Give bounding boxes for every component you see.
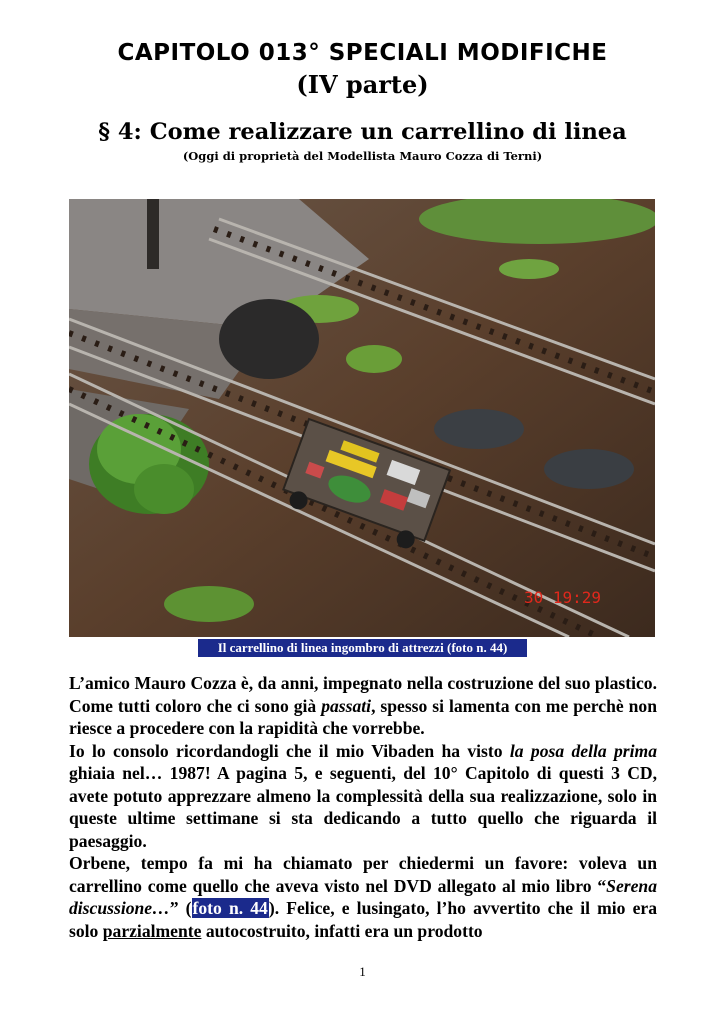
paragraph-2: [69, 740, 657, 853]
chapter-part: (IV parte): [296, 70, 429, 99]
paragraph-3: [69, 852, 657, 942]
photo-caption: Il carrellino di linea ingombro di attrezzi (foto n. 44): [198, 639, 527, 657]
model-railway-photo: [69, 199, 655, 637]
text-span: ). Felice, e lusingato, l’ho avvertito che il mio era solo: [69, 898, 657, 941]
chapter-title: CAPITOLO 013° SPECIALI MODIFICHE: [117, 40, 608, 66]
text-span: autocostruito, infatti era un prodotto: [201, 920, 483, 941]
text-span: , spesso si lamenta con me perchè non riesce a procedere con la rapidità che vorrebbe.: [69, 695, 657, 738]
photo-timestamp: 30 19:29: [524, 588, 602, 607]
text-span: Orbene, tempo fa mi ha chiamato per chiedermi un favore: voleva un carrellino come quello che aveva visto nel DVD allegato al mio libro “: [69, 853, 657, 896]
text-span: ” (: [169, 898, 192, 918]
text-span: L’amico Mauro Cozza è, da anni, impegnato nella costruzione del suo plastico. Come tutti coloro che ci sono già: [69, 673, 657, 716]
italic-text: Serena discussione…: [69, 875, 657, 918]
italic-text: passati: [321, 695, 372, 716]
photo-reference-link[interactable]: foto n. 44: [192, 898, 268, 918]
ownership-note: (Oggi di proprietà del Modellista Mauro Cozza di Terni): [182, 149, 543, 163]
paragraph-1: [69, 672, 657, 740]
section-title: § 4: Come realizzare un carrellino di linea: [98, 119, 627, 145]
text-span: ghiaia nel… 1987! A pagina 5, e seguenti, del 10° Capitolo di questi 3 CD, avete potuto apprezzare almeno la complessità della sua realizzazione, solo in queste ultime settimane si sta dedicando a tutto quello che riguarda il paesaggio.: [69, 763, 657, 851]
italic-text: la posa della prima: [509, 740, 658, 761]
underlined-text: parzialmente: [102, 920, 202, 941]
text-span: Io lo consolo ricordandogli che il mio Vibaden ha visto: [69, 740, 510, 761]
page-number: 1: [359, 964, 366, 979]
body-text: [69, 672, 657, 942]
